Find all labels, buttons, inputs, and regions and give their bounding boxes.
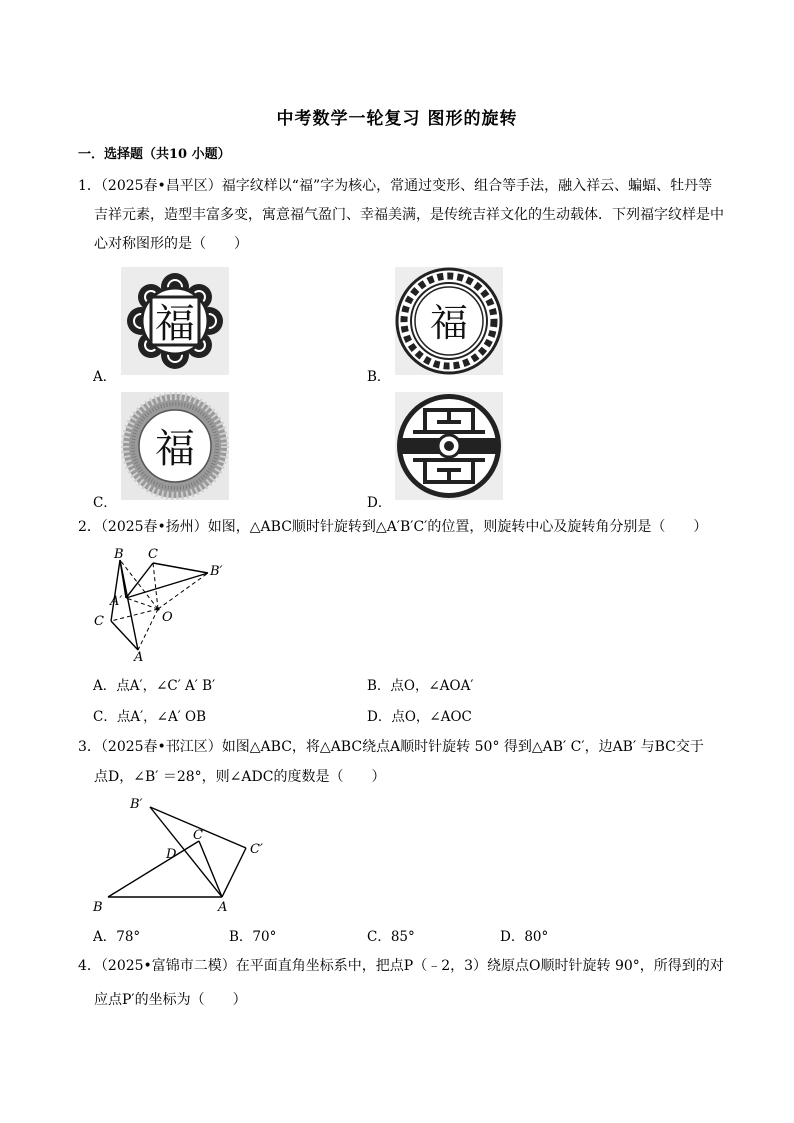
q4-text-line2: 应点P′的坐标为（ ） — [94, 992, 247, 1008]
q1-option-d-image — [395, 392, 503, 500]
q1-option-b-image — [395, 267, 503, 375]
q2-label-aprime: A′ — [110, 594, 123, 609]
q2-option-d[interactable]: D．点O，∠AOC — [367, 709, 472, 725]
q1-option-a-label[interactable]: A． — [93, 369, 117, 385]
fu-character: 福 — [155, 426, 195, 472]
q3-option-a[interactable]: A．78° — [93, 929, 141, 945]
page-title: 中考数学一轮复习 图形的旋转 — [276, 109, 518, 129]
q3-label-a: A — [218, 900, 228, 915]
q3-label-bprime: B′ — [130, 797, 143, 812]
section-heading: 一．选择题（共10 小题） — [78, 147, 231, 162]
q3-figure — [88, 793, 278, 918]
q3-label-d: D — [166, 847, 177, 862]
q2-label-o: O — [162, 610, 173, 625]
q1-text-line1: 1．（2025春•昌平区）福字纹样以“福”字为核心，常通过变形、组合等手法，融入祥云、蝙蝠、牡丹等 — [78, 178, 713, 194]
q4-text-line1: 4．（2025•富锦市二模）在平面直角坐标系中，把点P（﹣2，3）绕原点O顺时针旋转 90°，所得到的对 — [78, 958, 724, 974]
q3-text-line2: 点D，∠B′ ＝28°，则∠ADC的度数是（ ） — [94, 769, 386, 785]
q2-option-b[interactable]: B．点O，∠AOA′ — [367, 678, 474, 694]
q2-option-c[interactable]: C．点A′，∠A′ OB — [93, 709, 207, 725]
q3-option-d[interactable]: D．80° — [500, 929, 549, 945]
q1-option-c-label[interactable]: C． — [93, 495, 117, 511]
q2-label-bprime: B′ — [210, 564, 223, 579]
q3-label-cprime: C′ — [250, 842, 263, 857]
q2-figure — [86, 543, 236, 663]
fu-character: 福 — [429, 301, 469, 345]
q2-option-a[interactable]: A．点A′，∠C′ A′ B′ — [93, 678, 216, 694]
q1-option-b-label[interactable]: B． — [367, 369, 391, 385]
q3-label-b: B — [93, 900, 103, 915]
q1-option-d-label[interactable]: D． — [367, 495, 392, 511]
q1-option-a-image — [121, 267, 229, 375]
q1-text-line3: 心对称图形的是（ ） — [94, 236, 248, 252]
q2-label-c: C — [94, 614, 104, 629]
q1-option-c-image — [121, 392, 229, 500]
q3-text-line1: 3．（2025春•邗江区）如图△ABC，将△ABC绕点A顺时针旋转 50° 得到△AB′ C′，边AB′ 与BC交于 — [78, 739, 704, 755]
q3-option-c[interactable]: C．85° — [367, 929, 415, 945]
fu-character: 福 — [155, 301, 195, 347]
q2-label-cprime: C — [148, 547, 158, 562]
q3-label-c: C — [193, 828, 203, 843]
q1-text-line2: 吉祥元素，造型丰富多变，寓意福气盈门、幸福美满，是传统吉祥文化的生动载体．下列福字纹样是中 — [94, 207, 724, 223]
q2-label-b: B — [114, 547, 124, 562]
q2-text-line1: 2．（2025春•扬州）如图，△ABC顺时针旋转到△A′B′C′的位置，则旋转中心及旋转角分别是（ ） — [78, 519, 708, 535]
q2-label-a: A — [134, 650, 144, 663]
q3-option-b[interactable]: B．70° — [229, 929, 277, 945]
